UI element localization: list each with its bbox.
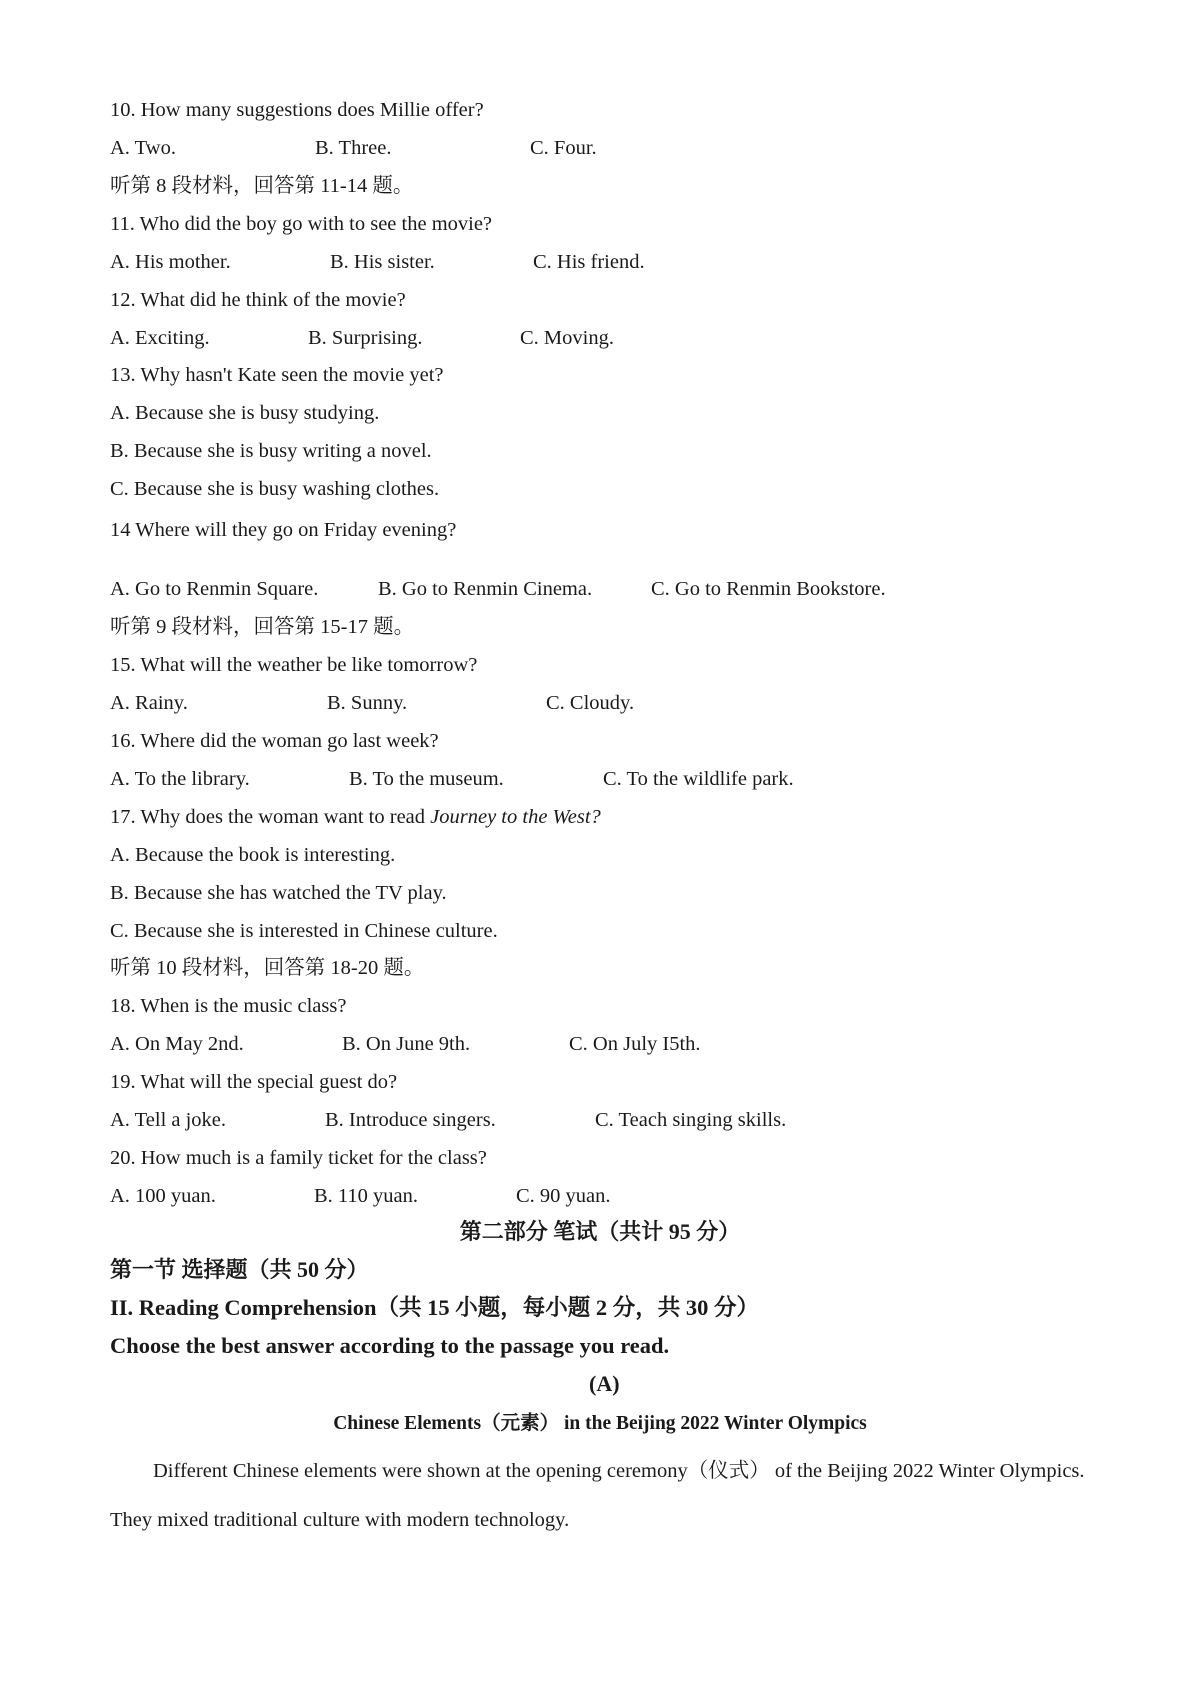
option-a: A. 100 yuan. [110, 1185, 216, 1207]
option-a: A. Tell a joke. [110, 1109, 227, 1131]
option-b: B. Introduce singers. [325, 1109, 496, 1131]
question-13-option-a: A. Because she is busy studying. [110, 402, 380, 424]
option-c: C. Four. [530, 137, 597, 159]
passage-paragraph-line-2: They mixed traditional culture with modern technology. [110, 1509, 570, 1531]
option-c: C. Cloudy. [546, 692, 635, 714]
section-8-instruction: 听第 8 段材料，回答第 11-14 题。 [110, 175, 414, 197]
option-c: C. On July I5th. [569, 1033, 701, 1055]
question-18-stem: 18. When is the music class? [110, 995, 347, 1017]
option-b: B. His sister. [330, 251, 435, 273]
option-a: A. Rainy. [110, 692, 188, 714]
question-13-option-c: C. Because she is busy washing clothes. [110, 478, 440, 500]
section-10-instruction: 听第 10 段材料，回答第 18-20 题。 [110, 957, 425, 979]
question-10-stem: 10. How many suggestions does Millie offer? [110, 99, 484, 121]
question-17-option-b: B. Because she has watched the TV play. [110, 882, 447, 904]
option-a: A. Exciting. [110, 327, 210, 349]
option-c: C. Moving. [520, 327, 614, 349]
passage-paragraph-line-1: Different Chinese elements were shown at the opening ceremony（仪式） of the Beijing 2022 Winter Olympics. [153, 1460, 1085, 1482]
option-a: A. Two. [110, 137, 176, 159]
option-b: B. To the museum. [349, 768, 504, 790]
book-title: Journey to the West? [430, 806, 601, 828]
passage-label: (A) [589, 1371, 620, 1396]
question-17-option-c: C. Because she is interested in Chinese culture. [110, 920, 498, 942]
option-c: C. To the wildlife park. [603, 768, 794, 790]
option-c: C. 90 yuan. [516, 1185, 611, 1207]
option-b: B. Surprising. [308, 327, 423, 349]
part-2-heading: 第二部分 笔试（共计 95 分） [459, 1219, 741, 1244]
section-9-instruction: 听第 9 段材料，回答第 15-17 题。 [110, 616, 415, 638]
question-14-stem: 14 Where will they go on Friday evening? [110, 519, 457, 541]
option-a: A. His mother. [110, 251, 231, 273]
question-11-stem: 11. Who did the boy go with to see the movie? [110, 213, 493, 235]
option-c: C. Teach singing skills. [595, 1109, 787, 1131]
question-20-stem: 20. How much is a family ticket for the class? [110, 1147, 487, 1169]
question-13-stem: 13. Why hasn't Kate seen the movie yet? [110, 364, 444, 386]
option-b: B. On June 9th. [342, 1033, 471, 1055]
question-17-stem-text: 17. Why does the woman want to read [110, 806, 431, 828]
section-1-heading: 第一节 选择题（共 50 分） [110, 1257, 369, 1282]
option-a: A. On May 2nd. [110, 1033, 244, 1055]
reading-instruction: Choose the best answer according to the passage you read. [110, 1333, 670, 1358]
question-15-stem: 15. What will the weather be like tomorrow? [110, 654, 478, 676]
option-b: B. Three. [315, 137, 392, 159]
reading-comprehension-heading: II. Reading Comprehension（共 15 小题，每小题 2 分，共 30 分） [110, 1295, 760, 1320]
question-17-option-a: A. Because the book is interesting. [110, 844, 396, 866]
question-16-stem: 16. Where did the woman go last week? [110, 730, 439, 752]
option-b: B. 110 yuan. [314, 1185, 419, 1207]
question-13-option-b: B. Because she is busy writing a novel. [110, 440, 432, 462]
question-12-stem: 12. What did he think of the movie? [110, 289, 406, 311]
passage-title: Chinese Elements（元素） in the Beijing 2022 Winter Olympics [333, 1413, 867, 1434]
option-a: A. To the library. [110, 768, 250, 790]
option-c: C. His friend. [533, 251, 645, 273]
option-b: B. Sunny. [327, 692, 408, 714]
option-c: C. Go to Renmin Bookstore. [651, 578, 886, 600]
option-b: B. Go to Renmin Cinema. [378, 578, 593, 600]
option-a: A. Go to Renmin Square. [110, 578, 319, 600]
question-17-stem [110, 805, 601, 829]
question-19-stem: 19. What will the special guest do? [110, 1071, 398, 1093]
